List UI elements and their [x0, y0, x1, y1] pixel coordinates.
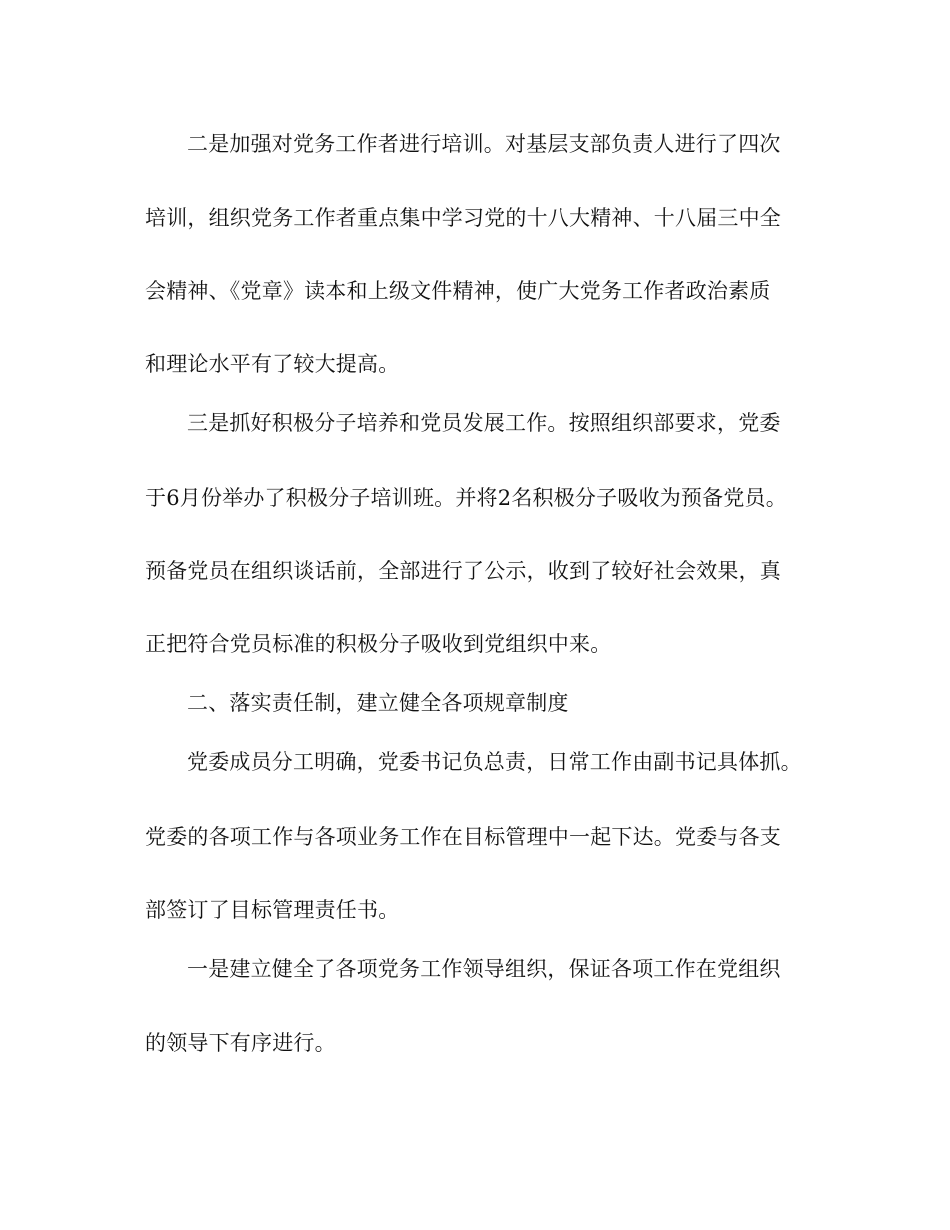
paragraph-line: 三是抓好积极分子培养和党员发展工作。按照组织部要求，党委	[187, 411, 781, 435]
paragraph-line: 的领导下有序进行。	[145, 1031, 336, 1055]
paragraph-line: 培训，组织党务工作者重点集中学习党的十八大精神、十八届三中全	[145, 206, 781, 230]
paragraph-line: 预备党员在组织谈话前，全部进行了公示，收到了较好社会效果，真	[145, 559, 781, 583]
paragraph-line: 和理论水平有了较大提高。	[145, 352, 400, 376]
paragraph-line: 一是建立健全了各项党务工作领导组织，保证各项工作在党组织	[187, 957, 781, 981]
paragraph-line: 党委成员分工明确，党委书记负总责，日常工作由副书记具体抓。	[187, 750, 802, 774]
paragraph-line: 二是加强对党务工作者进行培训。对基层支部负责人进行了四次	[187, 132, 781, 156]
paragraph-line: 正把符合党员标准的积极分子吸收到党组织中来。	[145, 632, 612, 656]
section-heading: 二、落实责任制，建立健全各项规章制度	[187, 691, 569, 715]
paragraph-line: 于6月份举办了积极分子培训班。并将2名积极分子吸收为预备党员。	[145, 486, 787, 510]
paragraph-line: 部签订了目标管理责任书。	[145, 898, 400, 922]
paragraph-line: 党委的各项工作与各项业务工作在目标管理中一起下达。党委与各支	[145, 825, 781, 849]
paragraph-line: 会精神、《党章》读本和上级文件精神，使广大党务工作者政治素质	[145, 279, 771, 303]
